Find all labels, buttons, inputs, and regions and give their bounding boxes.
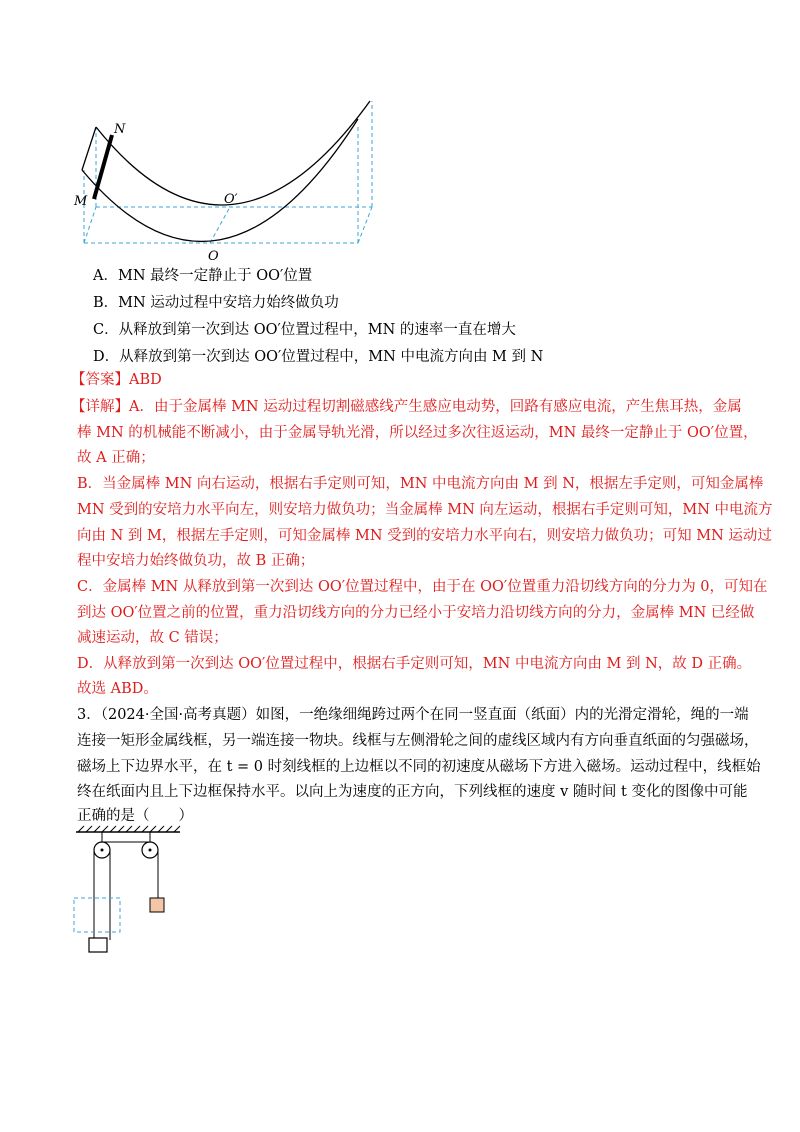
option-b: B．MN 运动过程中安培力始终做负功 bbox=[93, 295, 339, 311]
label-o: O bbox=[208, 249, 219, 264]
metal-frame bbox=[89, 938, 107, 952]
back-rail bbox=[96, 101, 370, 205]
magnetic-field-region bbox=[74, 898, 120, 932]
rail-left-join bbox=[82, 127, 96, 170]
option-c: C．从释放到第一次到达 OO′位置过程中，MN 的速率一直在增大 bbox=[93, 322, 516, 338]
box-left-depth bbox=[84, 207, 96, 243]
explanation-line-3: 故 A 正确； bbox=[77, 450, 155, 466]
explanation-line-1: 【详解】A．由于金属棒 MN 运动过程切割磁感线产生感应电动势，回路有感应电流，产生焦耳热，金属 bbox=[71, 399, 742, 415]
answer-line: 【答案】ABD bbox=[71, 372, 162, 388]
label-o-prime: O′ bbox=[224, 192, 238, 207]
explanation-line-10: 减速运动，故 C 错误； bbox=[77, 630, 228, 646]
explanation-line-9: 到达 OO′位置之前的位置，重力沿切线方向的分力已经小于安培力沿切线方向的分力，金属棒 MN 已经做 bbox=[77, 605, 755, 621]
explanation-line-8: C．金属棒 MN 从释放到第一次到达 OO′位置过程中，由于在 OO′位置重力沿切线方向的分力为 0，可知在 bbox=[77, 579, 768, 595]
label-n: N bbox=[114, 122, 126, 137]
explanation-line-2: 棒 MN 的机械能不断减小，由于金属导轨光滑，所以经过多次往返运动，MN 最终一定静止于 OO′位置， bbox=[77, 425, 758, 441]
explanation-line-5: MN 受到的安培力水平向左，则安培力做负功；当金属棒 MN 向左运动，根据右手定则可知，MN 中电流方 bbox=[77, 502, 773, 518]
question3-line-2: 连接一矩形金属线框，另一端连接一物块。线框与左侧滑轮之间的虚线区域内有方向垂直纸面的匀强磁场， bbox=[77, 733, 759, 749]
explanation-line-11: D．从释放到第一次到达 OO′位置过程中，根据右手定则可知，MN 中电流方向由 M 到 N，故 D 正确。 bbox=[77, 656, 752, 672]
rod-mn bbox=[94, 135, 112, 199]
front-rail bbox=[82, 119, 358, 241]
question3-line-1: 3．（2024·全国·高考真题）如图，一绝缘细绳跨过两个在同一竖直面（纸面）内的光滑定滑轮，绳的一端 bbox=[77, 707, 749, 723]
question3-line-5: 正确的是（ ） bbox=[77, 808, 193, 824]
explanation-line-6: 向由 N 到 M，根据左手定则，可知金属棒 MN 受到的安培力水平向右，则安培力做负功；可知 MN 运动过 bbox=[77, 528, 772, 544]
label-m: M bbox=[74, 194, 88, 209]
pulley-figure bbox=[68, 824, 198, 959]
block bbox=[150, 898, 164, 912]
curved-rail-figure bbox=[70, 95, 390, 265]
ceiling-hatch bbox=[78, 826, 180, 832]
explanation-line-7: 程中安培力始终做负功，故 B 正确； bbox=[77, 553, 315, 569]
option-d: D．从释放到第一次到达 OO′位置过程中，MN 中电流方向由 M 到 N bbox=[93, 349, 544, 365]
question3-line-4: 终在纸面内且上下边框保持水平。以向上为速度的正方向，下列线框的速度 v 随时间 t 变化的图像中可能 bbox=[77, 784, 748, 800]
question3-line-3: 磁场上下边界水平，在 t = 0 时刻线框的上边框以不同的初速度从磁场下方进入磁场。运动过程中，线框始 bbox=[77, 759, 761, 775]
box-right-depth bbox=[358, 207, 372, 243]
explanation-line-4: B．当金属棒 MN 向右运动，根据右手定则可知，MN 中电流方向由 M 到 N，根据左手定则，可知金属棒 bbox=[77, 476, 764, 492]
option-a: A．MN 最终一定静止于 OO′位置 bbox=[93, 268, 313, 284]
explanation-line-12: 故选 ABD。 bbox=[77, 681, 158, 697]
